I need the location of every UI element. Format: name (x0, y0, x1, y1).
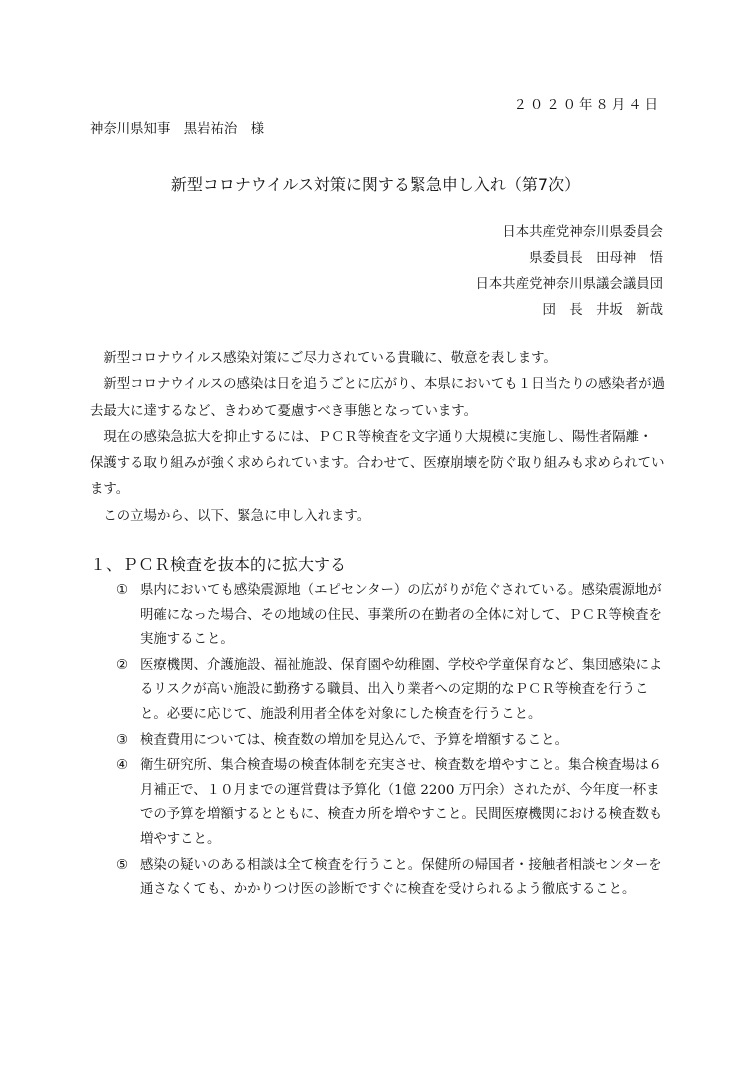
intro-text (90, 346, 665, 530)
intro-paragraph: 現在の感染急拡大を抑止するには、ＰＣＲ等検査を文字通り大規模に実施し、陽性者隔離・保護する取り組みが強く求められています。合わせて、医療崩壊を防ぐ取り組みも求められています。 (90, 429, 665, 498)
item-number: ④ (116, 758, 129, 774)
item-number: ③ (116, 732, 129, 748)
signer-line: 日本共産党神奈川県議会議員団 (475, 277, 663, 292)
intro-paragraph: 新型コロナウイルス感染対策にご尽力されている貴職に、敬意を表します。 (103, 351, 557, 366)
request-list (116, 579, 666, 904)
item-number: ② (116, 657, 129, 673)
signer-line: 日本共産党神奈川県委員会 (502, 225, 663, 240)
item-text: 県内においても感染震源地（エピセンター）の広がりが危ぐされている。感染震源地が明確になった場合、その地域の住民、事業所の在勤者の全体に対して、ＰＣＲ等検査を実施すること。 (140, 583, 662, 648)
item-text: 医療機関、介護施設、福祉施設、保育園や幼稚園、学校や学童保育など、集団感染によるリスクが高い施設に勤務する職員、出入り業者への定期的なＰＣＲ等検査を行うこと。必要に応じて、施設利用者全体を対象にした検査を行うこと。 (140, 657, 663, 722)
signer-line: 団 長 井坂 新哉 (542, 303, 663, 318)
intro-paragraph: 新型コロナウイルスの感染は日を追うごとに広がり、本県においても１日当たりの感染者が過去最大に達するなど、きわめて憂慮すべき事態となっています。 (90, 377, 665, 419)
intro-paragraph: この立場から、以下、緊急に申し入れます。 (103, 508, 371, 524)
document-title: 新型コロナウイルス対策に関する緊急申し入れ（第7次） (170, 175, 581, 194)
item-text: 衛生研究所、集合検査場の検査体制を充実させ、検査数を増やすこと。集合検査場は６月補正で、１０月までの運営費は予算化（1億 2200 万円余）されたが、今年度一杯までの予算を増額するとともに、検査カ所を増やすこと。民間医療機関における検査数も増やすこと。 (140, 758, 663, 847)
item-text: 検査費用については、検査数の増加を見込んで、予算を増額すること。 (140, 732, 568, 748)
request-item (116, 729, 666, 754)
request-item (116, 654, 666, 728)
document-date: ２０２０年８月４日 (513, 98, 661, 113)
signer-block (476, 220, 663, 324)
section-heading: １、ＰＣＲ検査を抜本的に拡大する (90, 555, 347, 574)
addressee: 神奈川県知事 黒岩祐治 様 (90, 122, 265, 137)
signer-line: 県委員長 田母神 悟 (529, 251, 663, 266)
request-item (116, 579, 666, 653)
request-item (116, 854, 666, 903)
item-number: ① (116, 583, 129, 598)
request-item (116, 754, 666, 852)
item-text: 感染の疑いのある相談は全て検査を行うこと。保健所の帰国者・接触者相談センターを通さなくても、かかりつけ医の診断ですぐに検査を受けられるよう徹底すること。 (140, 857, 662, 898)
item-number: ⑤ (116, 857, 129, 873)
